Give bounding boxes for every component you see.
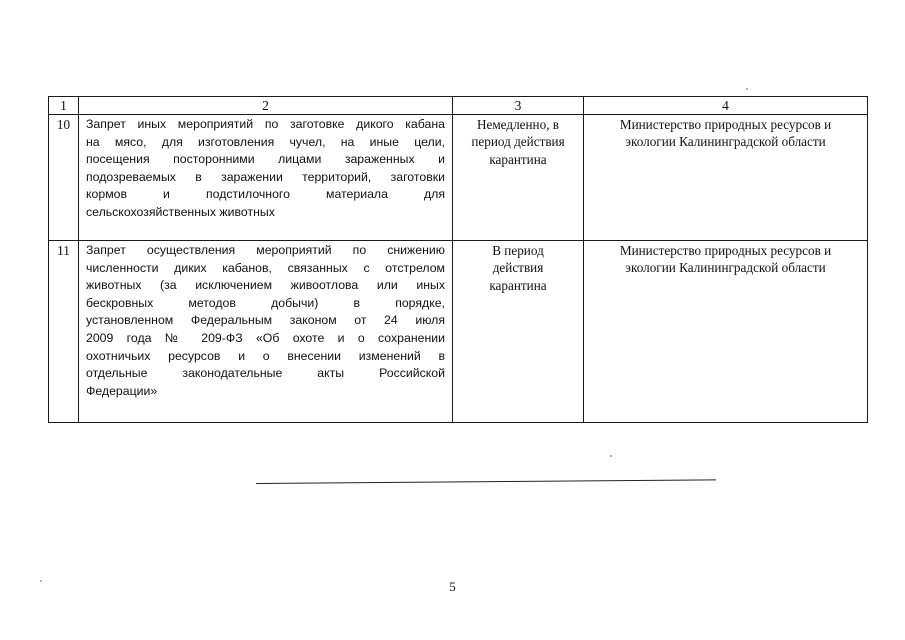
measure-line: сельскохозяйственных животных: [86, 204, 275, 219]
term-line: период действия: [471, 134, 565, 150]
measure-line: кормов и подстилочного материала для: [86, 187, 445, 202]
responsible-line: Министерство природных ресурсов и: [619, 243, 832, 258]
scan-speck: [610, 455, 612, 457]
term-cell: [453, 241, 584, 423]
measure-line: бескровных методов добычи) в порядке,: [86, 295, 445, 310]
responsible-line: Министерство природных ресурсов и: [619, 117, 832, 132]
responsible-cell: [584, 115, 868, 241]
column-header-term: 3: [453, 97, 584, 115]
signature-line: [256, 479, 716, 484]
page-number: 5: [449, 579, 456, 594]
term-line: Немедленно, в: [476, 117, 560, 132]
table-header-row: [49, 97, 868, 115]
measure-line: Запрет осуществления мероприятий по снижению: [86, 243, 445, 257]
responsible-line: экологии Калининградской области: [625, 134, 826, 150]
column-header-responsible: 4: [584, 97, 868, 115]
measure-line: животных (за исключением живоотлова или иных: [86, 278, 445, 293]
measure-line: численности диких кабанов, связанных с отстрелом: [86, 260, 445, 275]
measure-line: Запрет иных мероприятий по заготовке дикого кабана: [86, 117, 445, 131]
responsible-cell: [584, 241, 868, 423]
column-header-measure: 2: [79, 97, 453, 115]
measure-description: [79, 115, 453, 241]
term-line: карантина: [489, 151, 547, 167]
table-row: [49, 241, 868, 423]
term-cell: [453, 115, 584, 241]
scan-speck: [40, 580, 42, 582]
column-header-number: 1: [49, 97, 79, 115]
term-line: карантина: [489, 277, 547, 293]
term-line: действия: [492, 260, 544, 276]
measure-line: отдельные законодательные акты Российской: [86, 366, 445, 381]
measure-line: подозреваемых в заражении территорий, заготовки: [86, 169, 445, 184]
measure-line: на мясо, для изготовления чучел, на иные цели,: [86, 134, 445, 149]
measures-table: [48, 96, 868, 423]
measure-line: 2009 года № 209-ФЗ «Об охоте и о сохранении: [86, 330, 445, 345]
table-row: [49, 115, 868, 241]
row-number: 10: [49, 115, 79, 241]
measure-line: Федерации»: [86, 383, 158, 398]
measure-line: посещения посторонними лицами зараженных и: [86, 152, 445, 167]
measure-line: охотничьих ресурсов и о внесении изменений в: [86, 348, 445, 363]
term-line: В период: [492, 243, 544, 258]
responsible-line: экологии Калининградской области: [625, 260, 826, 276]
measure-line: установленном Федеральным законом от 24 июля: [86, 313, 445, 328]
measure-description: [79, 241, 453, 423]
row-number: 11: [49, 241, 79, 423]
scan-speck: [746, 88, 748, 90]
